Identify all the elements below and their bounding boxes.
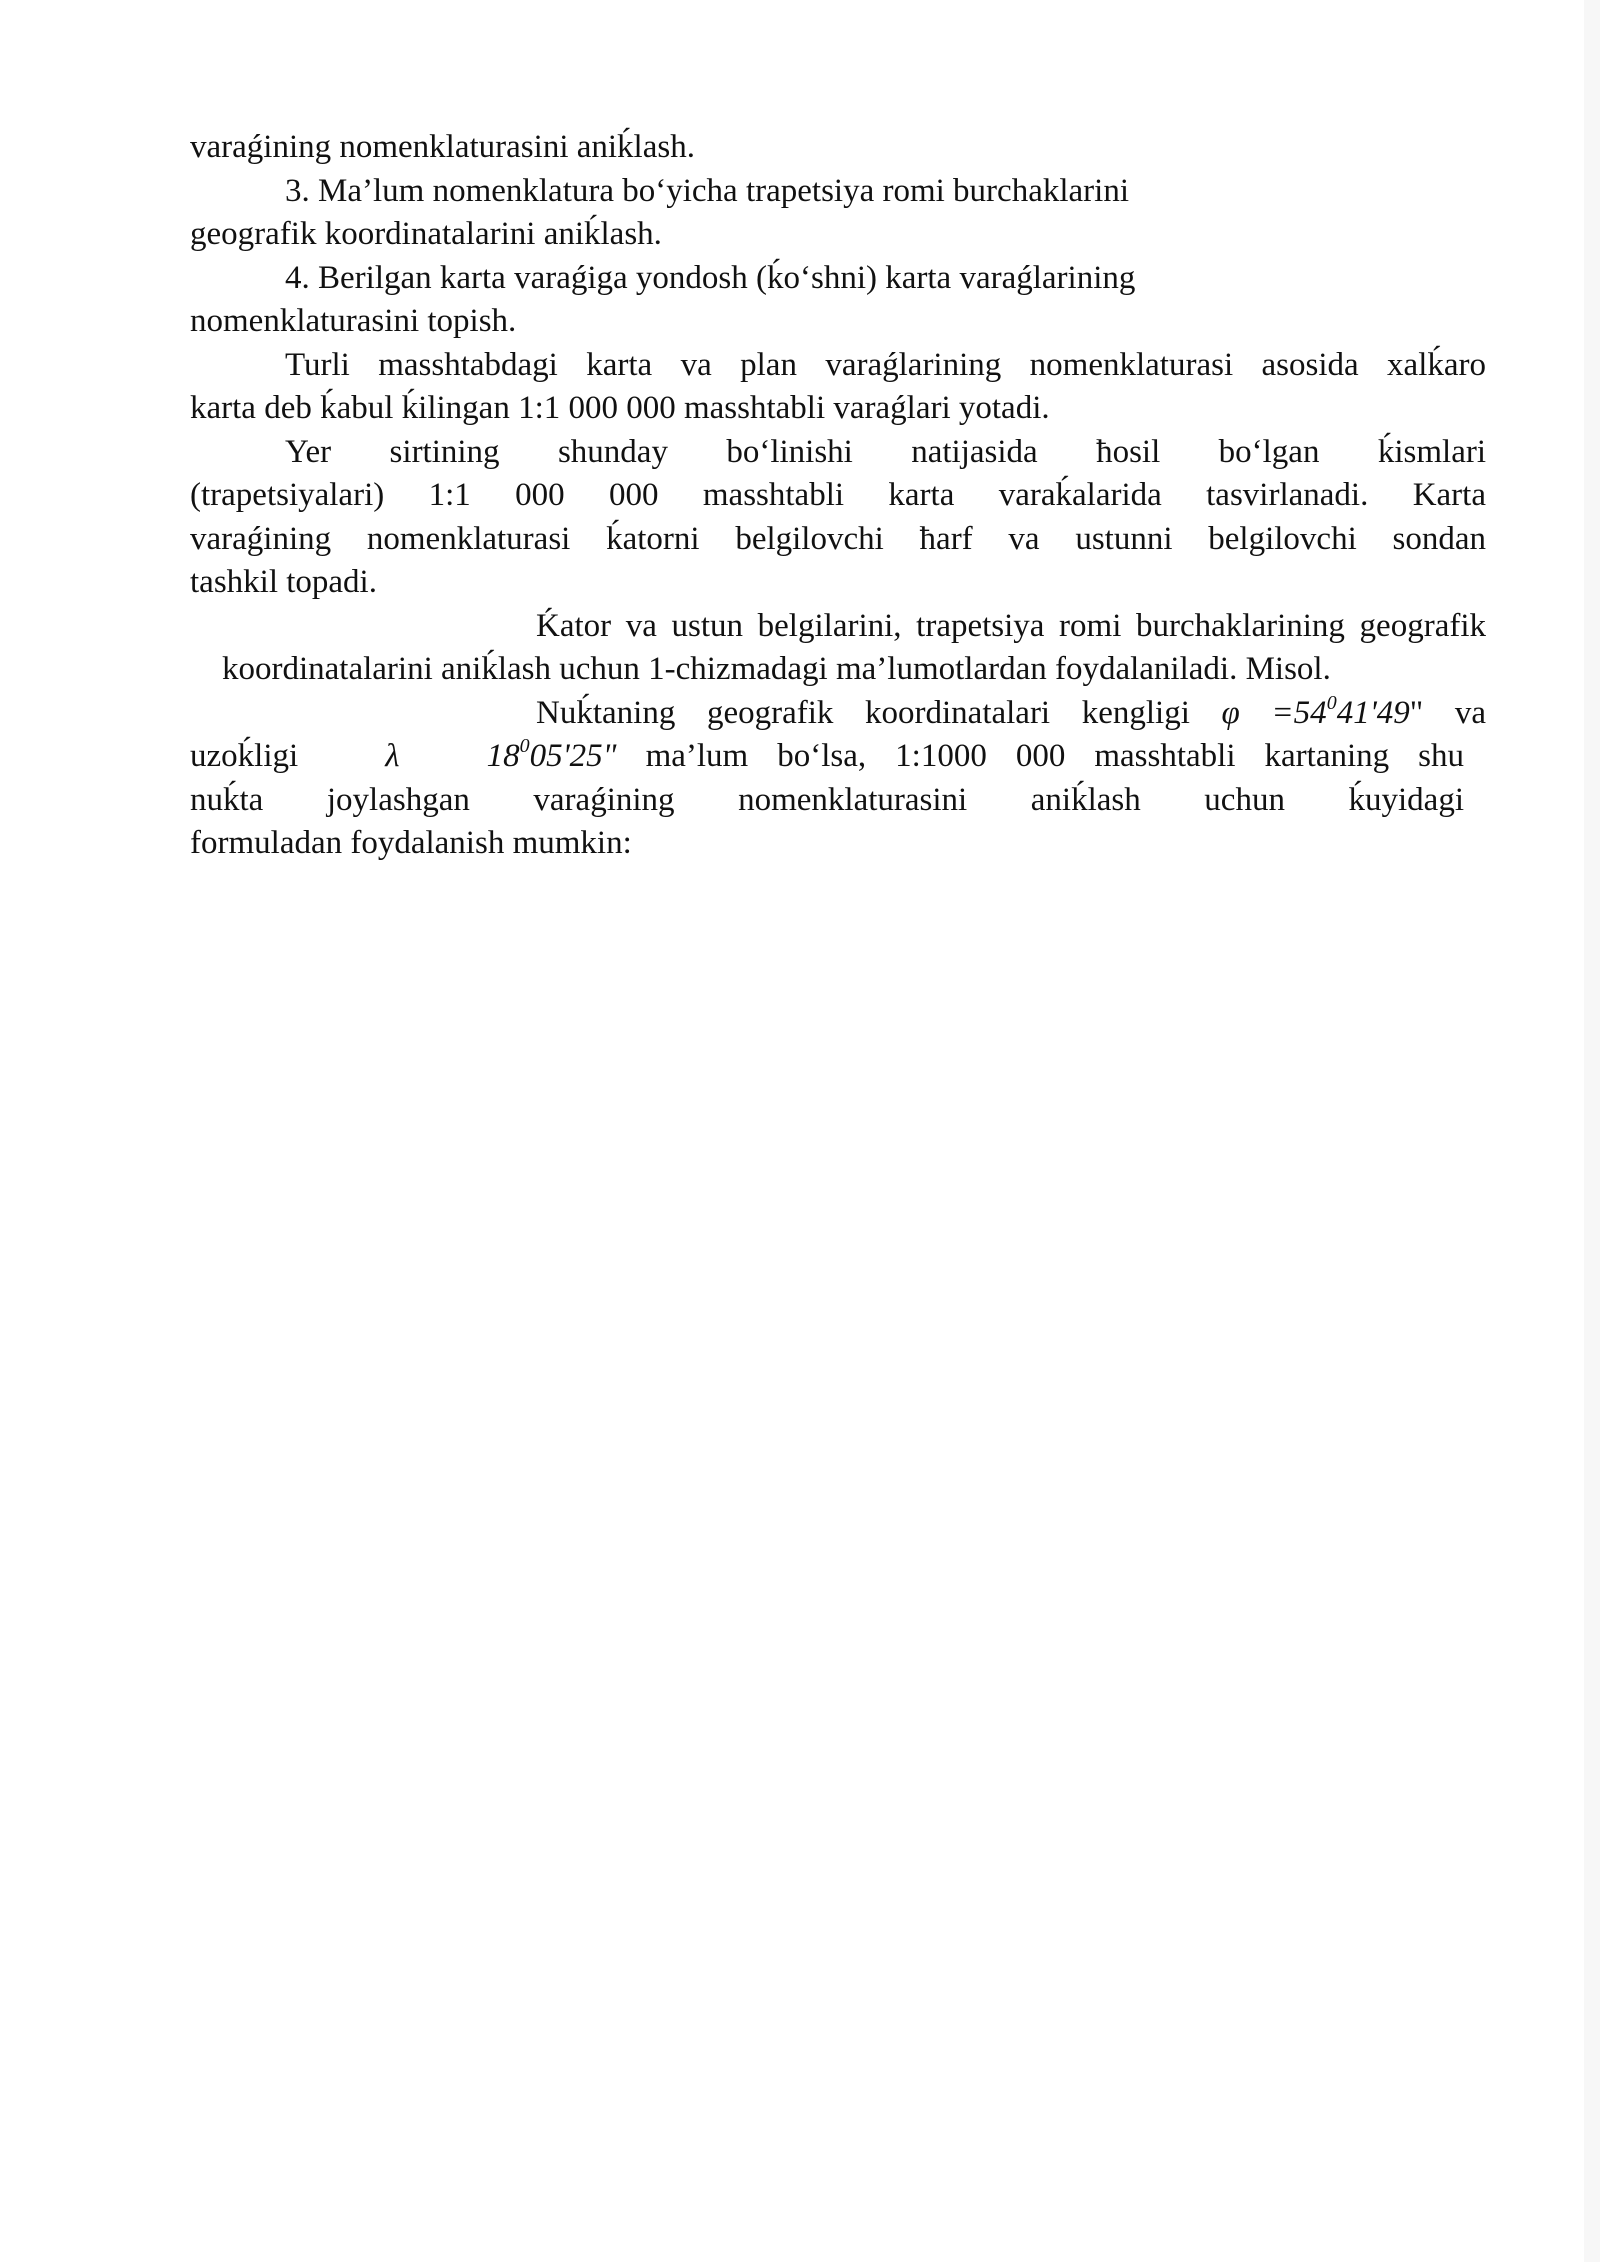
paragraph-line-10: varaǵining nomenklaturasi ḱatorni belgilovchi ħarf va ustunni belgilovchi sondan xyxy=(190,520,1486,557)
list-number-4: 4. xyxy=(285,259,310,296)
list-item-3-text: Ma’lum nomenklatura bo‘yicha trapetsiya romi burchaklarini xyxy=(318,172,1129,209)
list-item-4 xyxy=(190,257,1486,301)
document-body xyxy=(190,126,1486,866)
paragraph-line-16: nuḱta joylashgan varaǵining nomenklaturasini aniḱlash uchun ḱuyidagi xyxy=(190,781,1464,818)
longitude-formula xyxy=(486,735,617,774)
text-line-11: tashkil topadi. xyxy=(190,564,377,600)
latitude-value: 41'49 xyxy=(1336,694,1410,731)
longitude-value-2: 05'25" xyxy=(529,738,617,774)
paragraph-line-9: (trapetsiyalari) 1:1 000 000 masshtabli karta varaḱalarida tasvirlanadi. Karta xyxy=(190,477,1486,513)
text-line-3: geografik koordinatalarini aniḱlash. xyxy=(190,216,662,252)
list-number-3: 3. xyxy=(285,172,310,209)
paragraph-line-6: Turli masshtabdagi karta va plan varaǵlarining nomenklaturasi asosida xalḱaro xyxy=(285,346,1486,383)
text-15-b: ma’lum bo‘lsa, 1:1000 000 masshtabli kartaning shu xyxy=(645,738,1465,774)
paragraph-line-12: Ḱator va ustun belgilarini, trapetsiya romi burchaklarining geografik xyxy=(536,607,1486,644)
text-line-1: varaǵining nomenklaturasini aniḱlash. xyxy=(190,129,695,165)
paragraph-line-15 xyxy=(190,735,1464,779)
text-14-a: Nuḱtaning geografik koordinatalari kengligi xyxy=(536,694,1190,731)
latitude-formula xyxy=(1221,691,1410,731)
text-line-7: karta deb ḱabul ḱilingan 1:1 000 000 masshtabli varaǵlari yotadi. xyxy=(190,390,1050,426)
text-line-17: formuladan foydalanish mumkin: xyxy=(190,825,632,861)
text-14-end: " va xyxy=(1409,694,1486,731)
degree-sup-1: 0 xyxy=(1326,691,1337,714)
text-line-13: koordinatalarini aniḱlash uchun 1-chizmadagi ma’lumotlardan foydalaniladi. Misol. xyxy=(222,651,1331,687)
list-item-4-text: Berilgan karta varaǵiga yondosh (ḱo‘shni) karta varaǵlarining xyxy=(318,259,1136,296)
degree-sup-2: 0 xyxy=(519,735,530,757)
page-edge-shadow xyxy=(1584,0,1600,2262)
text-15-a: uzoḱligi xyxy=(190,738,299,774)
longitude-value-1: 18 xyxy=(486,738,520,774)
list-item-3 xyxy=(190,170,1486,214)
text-line-5: nomenklaturasini topish. xyxy=(190,303,517,339)
latitude-phi: φ =54 xyxy=(1221,694,1327,731)
longitude-lambda: λ xyxy=(385,738,400,774)
paragraph-line-14 xyxy=(190,692,1486,736)
paragraph-line-8: Yer sirtining shunday bo‘linishi natijasida ħosil bo‘lgan ḱismlari xyxy=(285,433,1486,470)
